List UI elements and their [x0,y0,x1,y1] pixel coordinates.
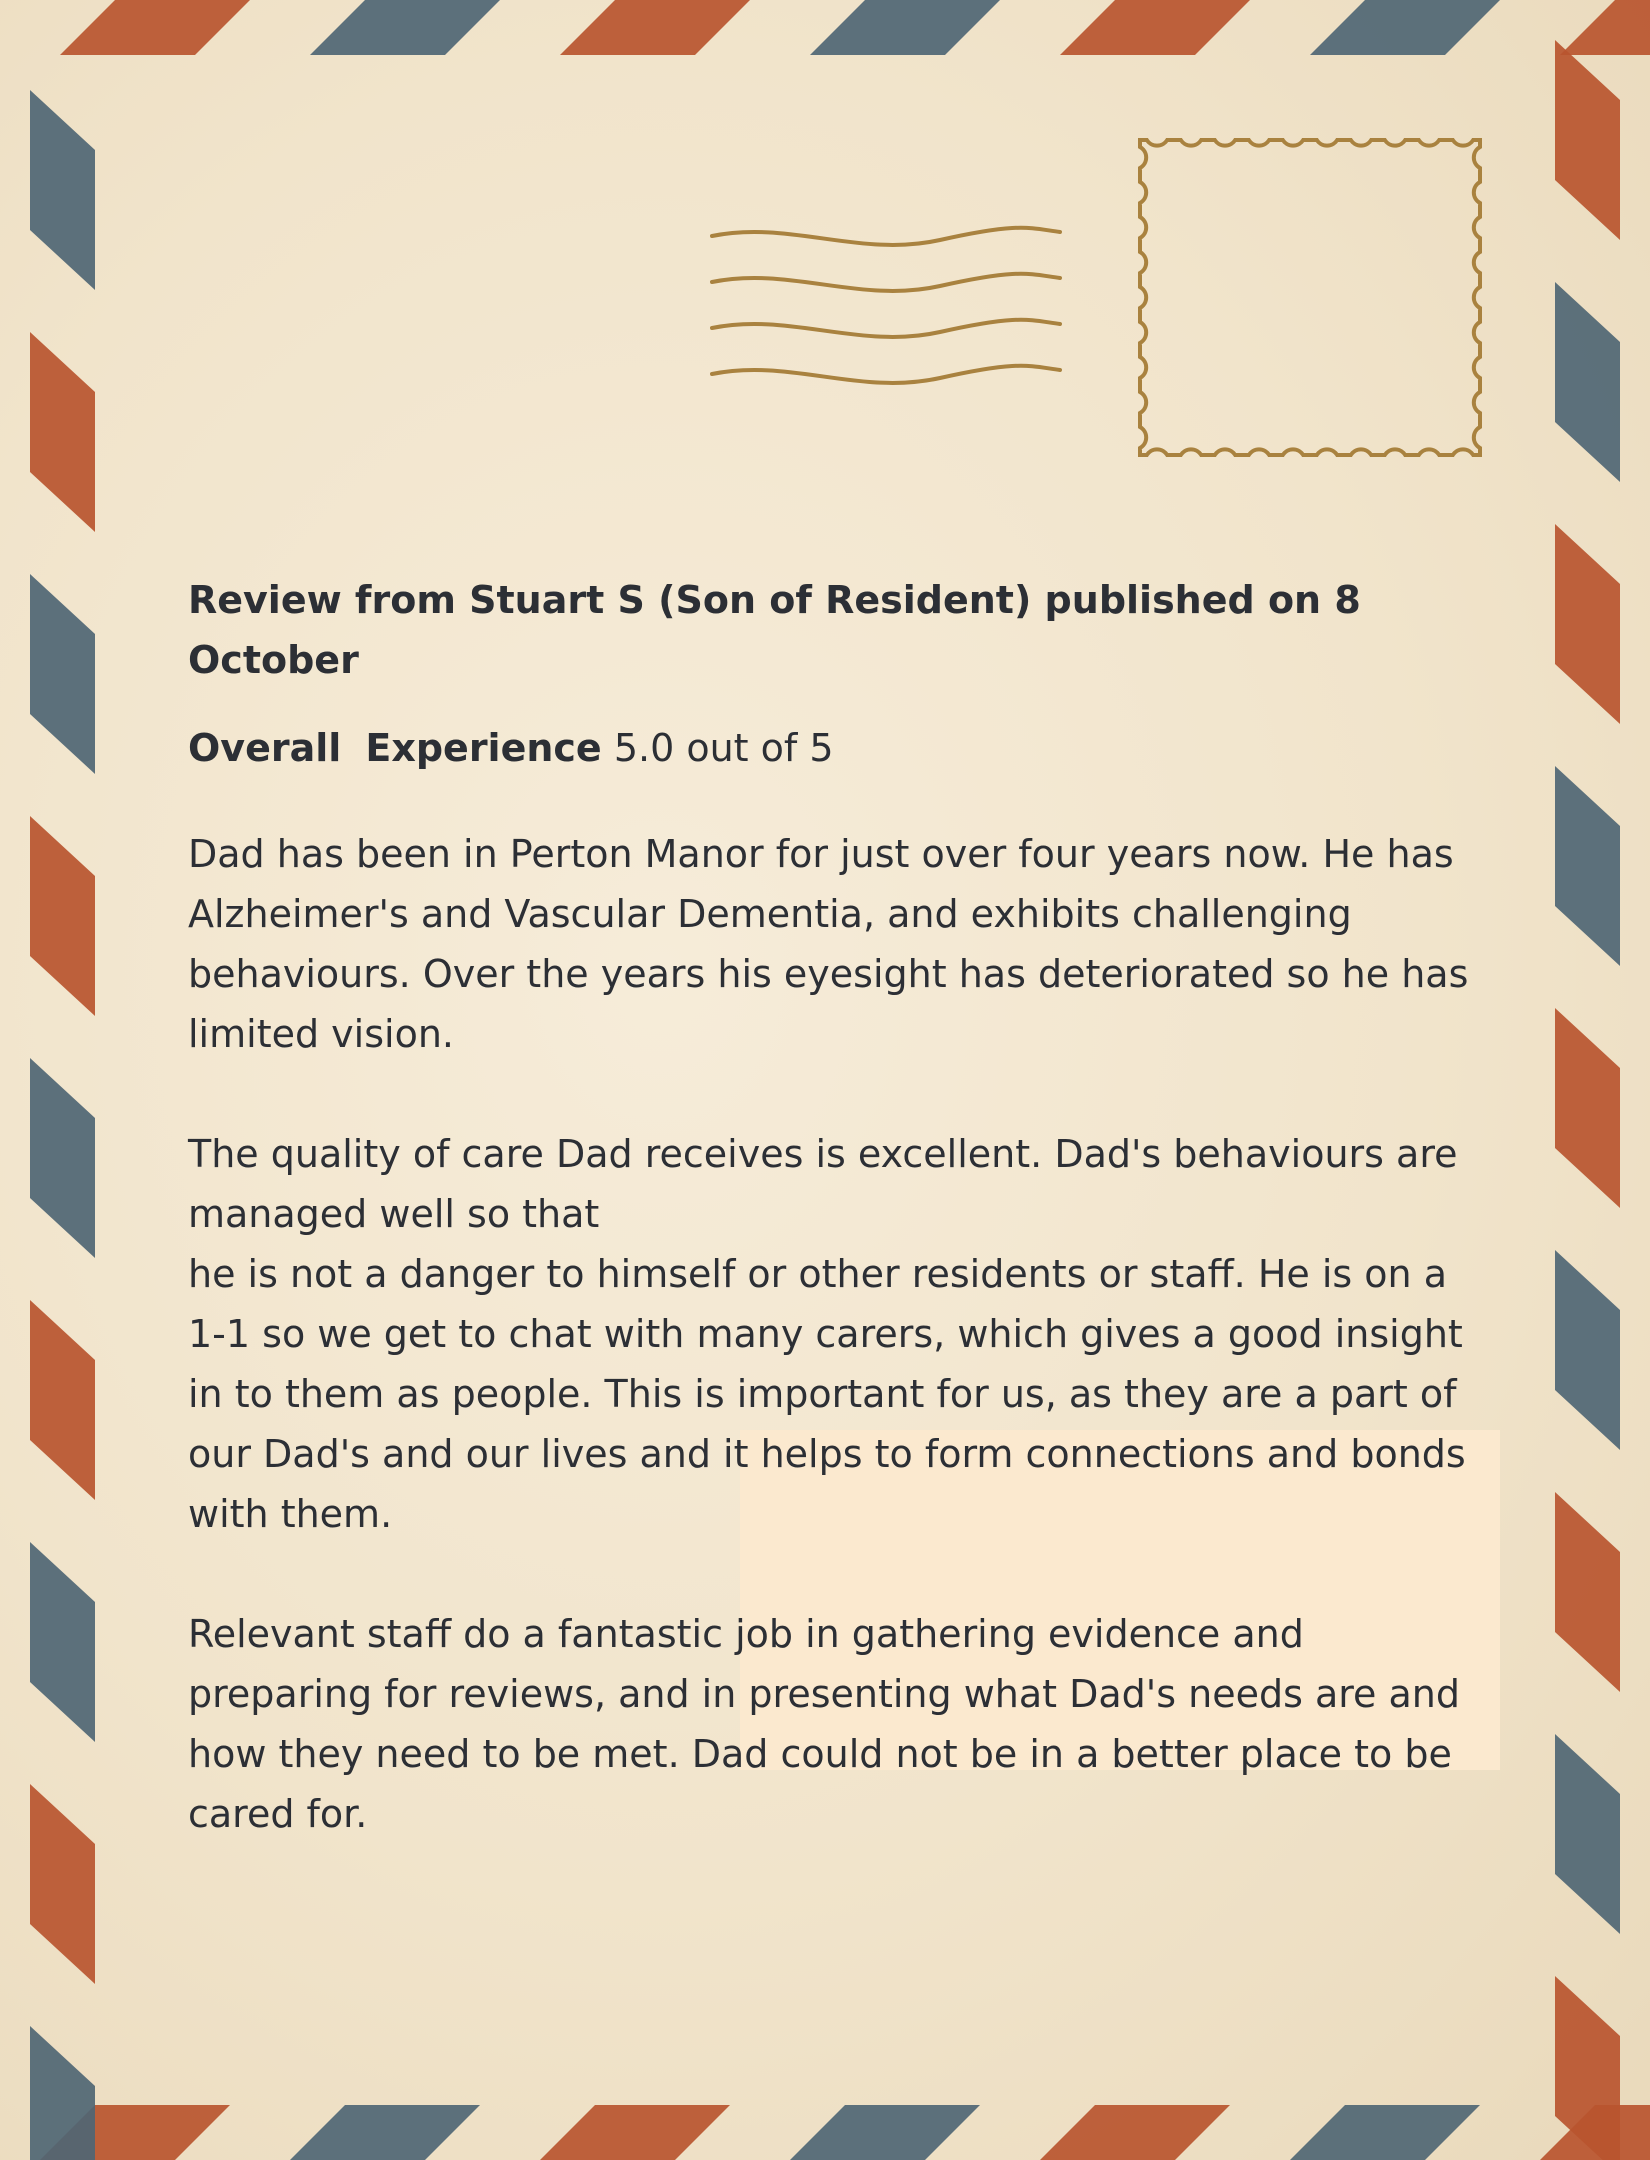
review-paragraph-3: he is not a danger to himself or other residents or staff. He is on a 1-1 so we get to chat with many carers, which gives a good insight in to them as people. This is important for us, as they are a part of our Dad's and our lives and it helps to form connections and bonds with them. [188,1252,1466,1536]
rating-value: 5.0 out of 5 [613,726,834,770]
wavy-lines-postmark-icon [712,228,1060,383]
experience-label-experience: Experience [365,726,602,770]
review-paragraph-4: Relevant staff do a fantastic job in gathering evidence and preparing for reviews, and in presenting what Dad's needs are and how they need to be met. Dad could not be in a better place to be cared for. [188,1612,1460,1836]
review-paragraph-1: Dad has been in Perton Manor for just over four years now. He has Alzheimer's and Vascular Dementia, and exhibits challenging behaviours. Over the years his eyesight has deteriorated so he has limited vision. [188,832,1469,1056]
experience-label-overall: Overall [188,726,342,770]
stamp-frame-icon [1140,140,1480,455]
review-content [188,570,1478,1844]
review-title: Review from Stuart S (Son of Resident) published on 8 October [188,578,1361,682]
overall-experience-rating [188,718,1478,778]
review-paragraph-2: The quality of care Dad receives is excellent. Dad's behaviours are managed well so that [188,1132,1458,1236]
